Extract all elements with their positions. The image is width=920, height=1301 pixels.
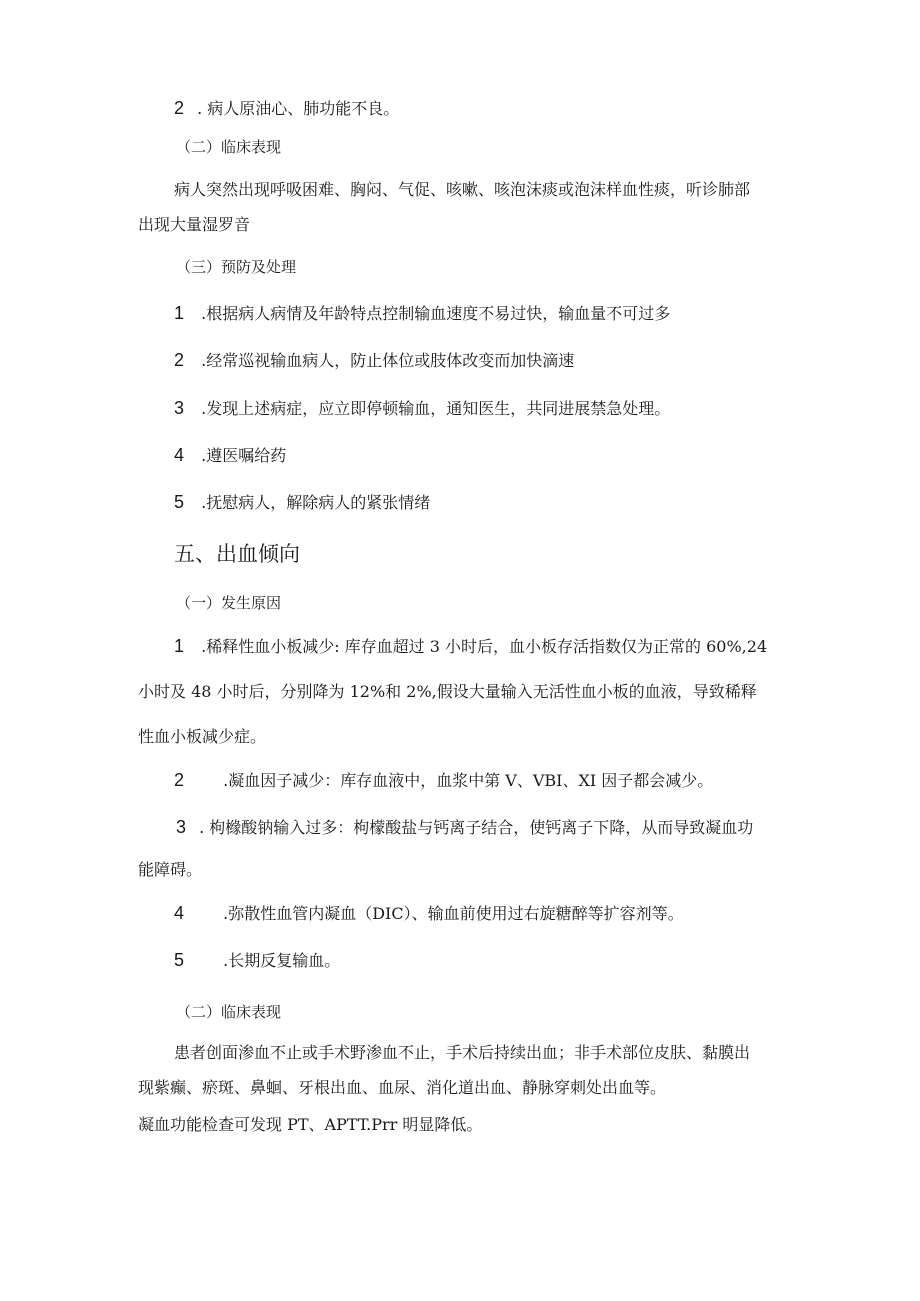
item-number: 5	[174, 492, 185, 512]
paragraph-line: 小时及 48 小时后，分别降为 12%和 2%,假设大量输入无活性血小板的血液，导致稀释	[138, 682, 757, 701]
paragraph-line: 病人突然出现呼吸困难、胸闷、气促、咳嗽、咳泡沫痰或泡沫样血性痰，听诊肺部	[174, 180, 751, 199]
subsection-heading: （三）预防及处理	[176, 258, 297, 276]
list-item	[174, 950, 340, 971]
item-number: 2	[174, 770, 185, 790]
list-item	[174, 303, 670, 324]
list-item	[174, 350, 574, 371]
item-text: . 病人原油心、肺功能不良。	[197, 99, 400, 118]
item-text: .长期反复输血。	[223, 951, 341, 970]
paragraph-line: 出现大量湿罗音	[138, 215, 251, 234]
item-number: 3	[176, 817, 187, 837]
paragraph-line: 凝血功能检查可发现 PT、APTT.Prr 明显降低。	[138, 1115, 483, 1134]
item-number: 3	[174, 398, 185, 418]
list-item	[174, 636, 767, 657]
list-item	[174, 398, 670, 419]
item-number: 1	[174, 303, 185, 323]
subsection-heading: （二）临床表现	[176, 1003, 282, 1021]
item-text: .根据病人病情及年龄特点控制输血速度不易过快，输血量不可过多	[201, 304, 671, 323]
item-text: .弥散性血管内凝血（DIC）、输血前使用过右旋糖醉等扩容剂等。	[223, 904, 684, 923]
item-number: 5	[174, 950, 185, 970]
subsection-heading: （二）临床表现	[176, 138, 282, 156]
list-item	[174, 770, 713, 791]
item-text: .经常巡视输血病人，防止体位或肢体改变而加快滴速	[201, 351, 575, 370]
list-item	[174, 98, 399, 119]
list-item	[176, 817, 753, 838]
item-text: .抚慰病人，解除病人的紧张情绪	[201, 493, 431, 512]
item-number: 4	[174, 445, 185, 465]
item-number: 4	[174, 903, 185, 923]
item-text: .凝血因子减少：库存血液中，血浆中第 V、VBI、XI 因子都会减少。	[223, 771, 714, 790]
item-text: . 枸橼酸钠输入过多：枸檬酸盐与钙离子结合，使钙离子下降，从而导致凝血功	[199, 818, 754, 837]
subsection-heading: （一）发生原因	[176, 594, 282, 612]
list-item	[174, 903, 684, 924]
item-text: .遵医嘱给药	[201, 446, 287, 465]
paragraph-line: 能障碍。	[138, 860, 203, 879]
paragraph-line: 患者创面渗血不止或手术野渗血不止，手术后持续出血；非手术部位皮肤、黏膜出	[174, 1043, 751, 1062]
item-number: 1	[174, 636, 185, 656]
list-item	[174, 492, 430, 513]
paragraph-line: 性血小板减少症。	[138, 727, 267, 746]
paragraph-line: 现紫癫、瘀斑、鼻蛔、牙根出血、血尿、消化道出血、静脉穿刺处出血等。	[138, 1078, 667, 1097]
item-text: .稀释性血小板减少: 库存血超过 3 小时后，血小板存活指数仅为正常的 60%,24	[201, 637, 768, 656]
list-item	[174, 445, 286, 466]
section-heading: 五、出血倾向	[174, 542, 300, 566]
item-number: 2	[174, 350, 185, 370]
item-text: .发现上述病症，应立即停顿输血，通知医生，共同进展禁急处理。	[201, 399, 671, 418]
item-number: 2	[174, 98, 185, 118]
